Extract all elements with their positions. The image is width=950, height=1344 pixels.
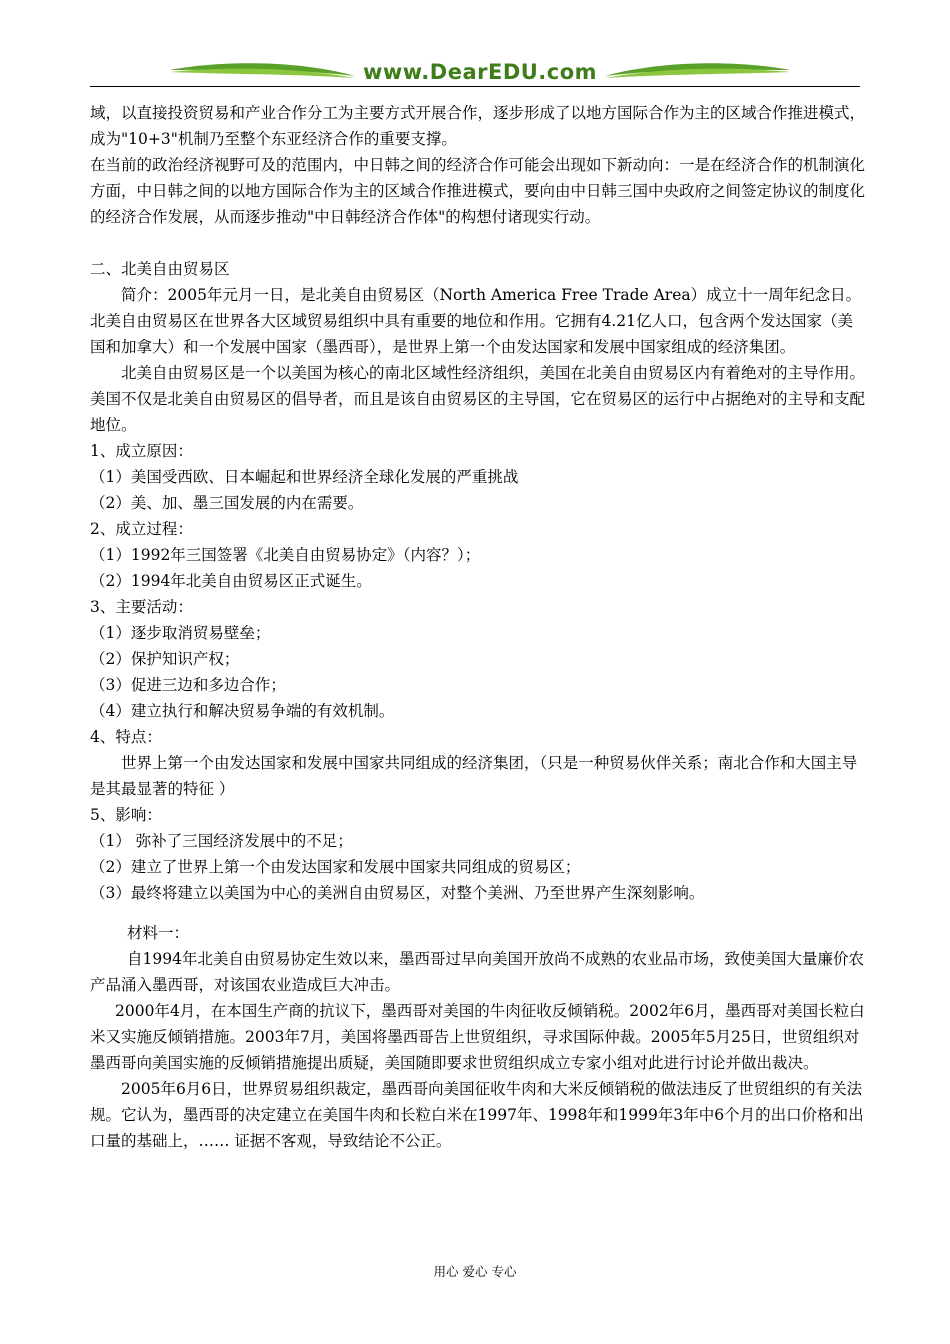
list-item: （1）逐步取消贸易壁垒； bbox=[90, 624, 271, 642]
document-body bbox=[90, 100, 865, 1154]
section-title: 二、北美自由贸易区 bbox=[90, 260, 230, 278]
list-item: （2）保护知识产权； bbox=[90, 650, 240, 668]
paragraph: 北美自由贸易区是一个以美国为核心的南北区域性经济组织，美国在北美自由贸易区内有着绝对的主导作用。美国不仅是北美自由贸易区的倡导者，而且是该自由贸易区的主导国，它在贸易区的运行中占据绝对的主导和支配地位。 bbox=[90, 364, 866, 434]
paragraph: 世界上第一个由发达国家和发展中国家共同组成的经济集团，（只是一种贸易伙伴关系；南北合作和大国主导是其最显著的特征 ） bbox=[90, 754, 858, 798]
subheading: 4、特点： bbox=[90, 728, 162, 746]
site-logo bbox=[170, 56, 790, 90]
paragraph: 2005年6月6日，世界贸易组织裁定，墨西哥向美国征收牛肉和大米反倾销税的做法违反了世贸组织的有关法规。它认为，墨西哥的决定建立在美国牛肉和长粒白米在1997年、1998年和1999年3年中6个月的出口价格和出口量的基础上，…… 证据不客观，导致结论不公正。 bbox=[90, 1080, 864, 1150]
header-rule bbox=[90, 86, 860, 87]
paragraph: 简介：2005年元月一日，是北美自由贸易区（North America Free Trade Area）成立十一周年纪念日。北美自由贸易区在世界各大区域贸易组织中具有重要的地位和作用。它拥有4.21亿人口，包含两个发达国家（美国和加拿大）和一个发展中国家（墨西哥），是世界上第一个由发达国家和发展中国家组成的经济集团。 bbox=[90, 286, 862, 356]
subheading: 3、主要活动： bbox=[90, 598, 193, 616]
list-item: （4）建立执行和解决贸易争端的有效机制。 bbox=[90, 702, 395, 720]
subheading: 2、成立过程： bbox=[90, 520, 193, 538]
spacer bbox=[90, 230, 865, 256]
subheading: 5、影响： bbox=[90, 806, 162, 824]
paragraph: 自1994年北美自由贸易协定生效以来，墨西哥过早向美国开放尚不成熟的农业品市场，致使美国大量廉价农产品涌入墨西哥，对该国农业造成巨大冲击。 bbox=[90, 950, 864, 994]
paragraph: 域，以直接投资贸易和产业合作分工为主要方式开展合作，逐步形成了以地方国际合作为主的区域合作推进模式，成为"10+3"机制乃至整个东亚经济合作的重要支撑。 bbox=[90, 104, 866, 148]
site-url: www.DearEDU.com bbox=[362, 60, 598, 84]
paragraph: 在当前的政治经济视野可及的范围内，中日韩之间的经济合作可能会出现如下新动向：一是在经济合作的机制演化方面，中日韩之间的以地方国际合作为主的区域合作推进模式，要向由中日韩三国中央政府之间签定协议的制度化的经济合作发展，从而逐步推动"中日韩经济合作体"的构想付诸现实行动。 bbox=[90, 156, 866, 226]
list-item: （3）促进三边和多边合作； bbox=[90, 676, 286, 694]
list-item: （1）美国受西欧、日本崛起和世界经济全球化发展的严重挑战 bbox=[90, 468, 519, 486]
list-item: （1）1992年三国签署《北美自由贸易协定》（内容？）； bbox=[90, 546, 481, 564]
list-item: （2）美、加、墨三国发展的内在需要。 bbox=[90, 494, 364, 512]
list-item: （2）建立了世界上第一个由发达国家和发展中国家共同组成的贸易区； bbox=[90, 858, 581, 876]
paragraph: 2000年4月，在本国生产商的抗议下，墨西哥对美国的牛肉征收反倾销税。2002年6月，墨西哥对美国长粒白米又实施反倾销措施。2003年7月，美国将墨西哥告上世贸组织，寻求国际仲裁。2005年5月25日，世贸组织对墨西哥向美国实施的反倾销措施提出质疑，美国随即要求世贸组织成立专家小组对此进行讨论并做出裁决。 bbox=[90, 1002, 865, 1072]
page-footer: 用心 爱心 专心 bbox=[433, 1264, 517, 1279]
spacer bbox=[90, 906, 865, 920]
list-item: （1） 弥补了三国经济发展中的不足； bbox=[90, 832, 353, 850]
list-item: （3）最终将建立以美国为中心的美洲自由贸易区，对整个美洲、乃至世界产生深刻影响。 bbox=[90, 884, 705, 902]
list-item: （2）1994年北美自由贸易区正式诞生。 bbox=[90, 572, 372, 590]
material-title: 材料一： bbox=[127, 924, 190, 942]
subheading: 1、成立原因： bbox=[90, 442, 193, 460]
